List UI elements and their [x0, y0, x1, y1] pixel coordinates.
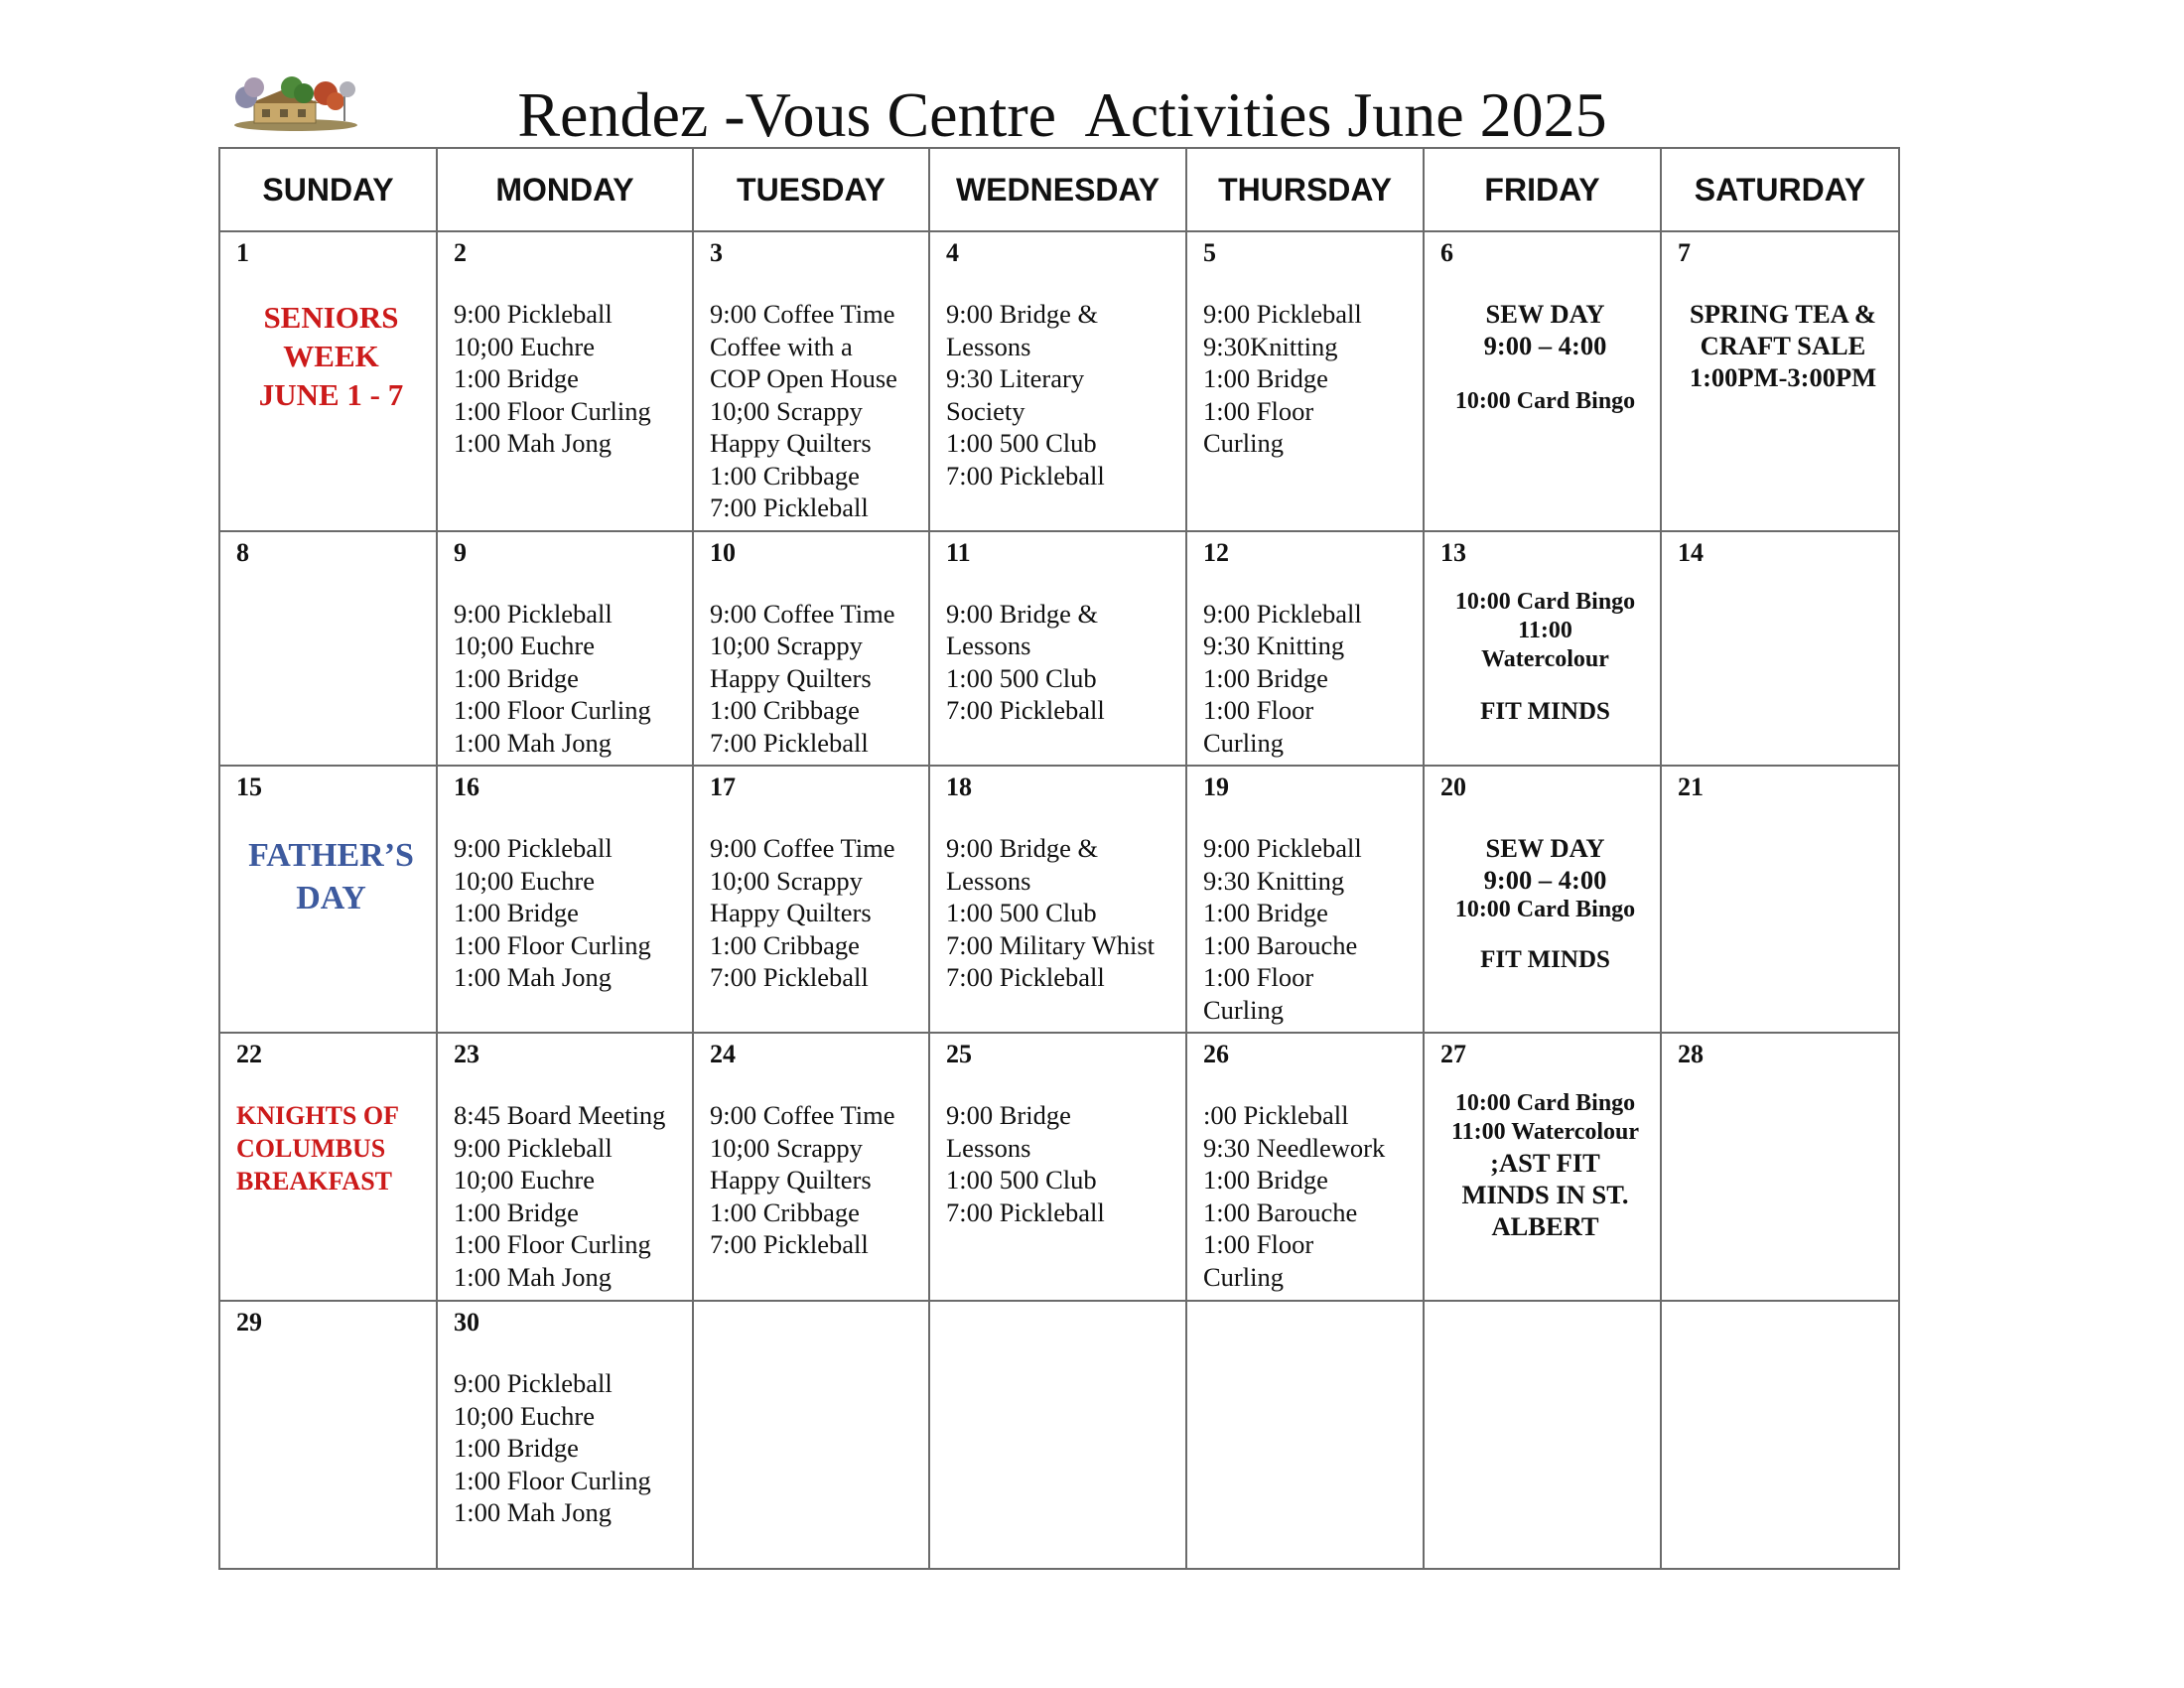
day-cell — [1424, 231, 1661, 531]
day-cell — [219, 1033, 437, 1301]
empty-cell — [1661, 1301, 1899, 1569]
day-number: 6 — [1440, 238, 1453, 267]
day-number: 16 — [454, 773, 479, 801]
card-bingo-watercolour-event: 10:00 Card Bingo 11:00 Watercolour — [1454, 588, 1636, 672]
day-cell — [1186, 1033, 1424, 1301]
fit-minds-event: FIT MINDS — [1480, 697, 1610, 725]
day-number: 11 — [946, 537, 971, 567]
activity-list: 9:00 Coffee Time 10;00 Scrappy Happy Quilters 1:00 Cribbage 7:00 Pickleball — [710, 833, 895, 992]
day-cell — [1424, 531, 1661, 767]
card-bingo-event: 10:00 Card Bingo — [1454, 897, 1636, 922]
day-cell — [437, 531, 693, 767]
activity-list: 9:00 Pickleball 10;00 Euchre 1:00 Bridge 1:00 Floor Curling 1:00 Mah Jong — [454, 1368, 651, 1527]
week-row — [219, 531, 1899, 767]
activity-list: 9:00 Bridge & Lessons 9:30 Literary Society 1:00 500 Club 7:00 Pickleball — [946, 299, 1105, 491]
empty-cell — [693, 1301, 929, 1569]
day-number: 28 — [1678, 1040, 1704, 1068]
activity-list: 9:00 Pickleball 10;00 Euchre 1:00 Bridge 1:00 Floor Curling 1:00 Mah Jong — [454, 833, 651, 992]
fathers-day-event: FATHER’S DAY — [248, 837, 414, 916]
activity-list: 9:00 Pickleball 9:30Knitting 1:00 Bridge 1:00 Floor Curling — [1203, 299, 1362, 458]
day-cell — [1186, 231, 1424, 531]
day-cell — [929, 766, 1186, 1033]
seniors-week-event: SENIORS WEEK JUNE 1 - 7 — [258, 300, 404, 412]
card-bingo-event: 10:00 Card Bingo — [1454, 388, 1636, 414]
fit-minds-event: FIT MINDS — [1480, 946, 1610, 973]
weekday-saturday: SATURDAY — [1661, 148, 1899, 231]
sew-day-event: SEW DAY 9:00 – 4:00 — [1483, 833, 1607, 895]
day-cell — [437, 1301, 693, 1569]
day-cell — [219, 531, 437, 767]
day-number: 4 — [946, 238, 959, 267]
activity-list: 9:00 Pickleball 10;00 Euchre 1:00 Bridge 1:00 Floor Curling 1:00 Mah Jong — [454, 598, 651, 758]
day-number: 23 — [454, 1040, 479, 1068]
day-cell — [437, 231, 693, 531]
weekday-wednesday: WEDNESDAY — [929, 148, 1186, 231]
day-cell — [1186, 531, 1424, 767]
activity-list: 9:00 Coffee Time 10;00 Scrappy Happy Quilters 1:00 Cribbage 7:00 Pickleball — [710, 1100, 895, 1259]
day-number: 5 — [1203, 238, 1216, 267]
day-number: 26 — [1203, 1040, 1229, 1068]
week-row — [219, 231, 1899, 531]
page-header — [218, 68, 1906, 150]
empty-cell — [929, 1301, 1186, 1569]
day-number: 30 — [454, 1308, 479, 1336]
day-number: 3 — [710, 238, 723, 267]
day-number: 13 — [1440, 537, 1466, 567]
day-cell — [1661, 766, 1899, 1033]
activity-list: :00 Pickleball 9:30 Needlework 1:00 Bridge 1:00 Barouche 1:00 Floor Curling — [1203, 1100, 1386, 1292]
day-number: 22 — [236, 1040, 262, 1068]
week-row — [219, 1301, 1899, 1569]
day-cell — [693, 766, 929, 1033]
sew-day-event: SEW DAY 9:00 – 4:00 — [1483, 299, 1607, 360]
activity-list: 9:00 Bridge Lessons 1:00 500 Club 7:00 Pickleball — [946, 1100, 1105, 1227]
weekday-monday: MONDAY — [437, 148, 693, 231]
day-number: 2 — [454, 238, 467, 267]
day-cell — [693, 531, 929, 767]
page-title: Rendez -Vous Centre Activities June 2025 — [517, 79, 1607, 150]
week-row — [219, 1033, 1899, 1301]
card-bingo-watercolour-event: 10:00 Card Bingo 11:00 Watercolour — [1450, 1090, 1640, 1145]
day-cell — [929, 1033, 1186, 1301]
weekday-friday: FRIDAY — [1424, 148, 1661, 231]
day-number: 8 — [236, 537, 249, 567]
day-number: 15 — [236, 773, 262, 801]
day-number: 17 — [710, 773, 736, 801]
day-number: 12 — [1203, 537, 1229, 567]
spring-tea-event: SPRING TEA & CRAFT SALE 1:00PM-3:00PM — [1689, 299, 1877, 392]
knights-of-columbus-event: KNIGHTS OF COLUMBUS BREAKFAST — [236, 1101, 399, 1196]
calendar-table — [218, 147, 1900, 1570]
day-cell — [1661, 231, 1899, 531]
day-cell — [1186, 766, 1424, 1033]
weekday-header-row — [219, 148, 1899, 231]
activity-list: 9:00 Pickleball 9:30 Knitting 1:00 Bridge 1:00 Floor Curling — [1203, 598, 1362, 758]
day-number: 20 — [1440, 773, 1466, 801]
day-cell — [1424, 766, 1661, 1033]
week-row — [219, 766, 1899, 1033]
activity-list: 9:00 Pickleball 9:30 Knitting 1:00 Bridge 1:00 Barouche 1:00 Floor Curling — [1203, 833, 1362, 1025]
weekday-sunday: SUNDAY — [219, 148, 437, 231]
day-cell — [1424, 1033, 1661, 1301]
day-number: 21 — [1678, 773, 1704, 801]
day-number: 9 — [454, 537, 467, 567]
activity-list: 9:00 Coffee Time Coffee with a COP Open House 10;00 Scrappy Happy Quilters 1:00 Cribbage 7:00 Pickleball — [710, 299, 897, 522]
day-number: 10 — [710, 537, 736, 567]
day-cell — [1661, 531, 1899, 767]
day-number: 7 — [1678, 238, 1691, 267]
day-cell — [929, 231, 1186, 531]
day-number: 24 — [710, 1040, 736, 1068]
activity-list: 8:45 Board Meeting 9:00 Pickleball 10;00 Euchre 1:00 Bridge 1:00 Floor Curling 1:00 Mah Jong — [454, 1100, 666, 1292]
weekday-tuesday: TUESDAY — [693, 148, 929, 231]
activity-list: 9:00 Coffee Time 10;00 Scrappy Happy Quilters 1:00 Cribbage 7:00 Pickleball — [710, 598, 895, 758]
day-number: 18 — [946, 773, 972, 801]
weekday-thursday: THURSDAY — [1186, 148, 1424, 231]
day-cell — [929, 531, 1186, 767]
day-cell — [219, 766, 437, 1033]
empty-cell — [1186, 1301, 1424, 1569]
day-cell — [1661, 1033, 1899, 1301]
day-number: 27 — [1440, 1040, 1466, 1068]
empty-cell — [1424, 1301, 1661, 1569]
day-cell — [437, 1033, 693, 1301]
day-cell — [219, 1301, 437, 1569]
fit-minds-st-albert-event: ;AST FIT MINDS IN ST. ALBERT — [1461, 1148, 1629, 1241]
activity-list: 9:00 Pickleball 10;00 Euchre 1:00 Bridge 1:00 Floor Curling 1:00 Mah Jong — [454, 299, 651, 458]
day-number: 1 — [236, 238, 249, 267]
day-cell — [693, 231, 929, 531]
day-number: 29 — [236, 1308, 262, 1336]
day-cell — [219, 231, 437, 531]
day-number: 19 — [1203, 773, 1229, 801]
day-cell — [693, 1033, 929, 1301]
day-number: 14 — [1678, 537, 1704, 567]
activity-list: 9:00 Bridge & Lessons 1:00 500 Club 7:00 Military Whist 7:00 Pickleball — [946, 833, 1156, 992]
day-number: 25 — [946, 1040, 972, 1068]
day-cell — [437, 766, 693, 1033]
activity-list: 9:00 Bridge & Lessons 1:00 500 Club 7:00 Pickleball — [946, 598, 1105, 725]
